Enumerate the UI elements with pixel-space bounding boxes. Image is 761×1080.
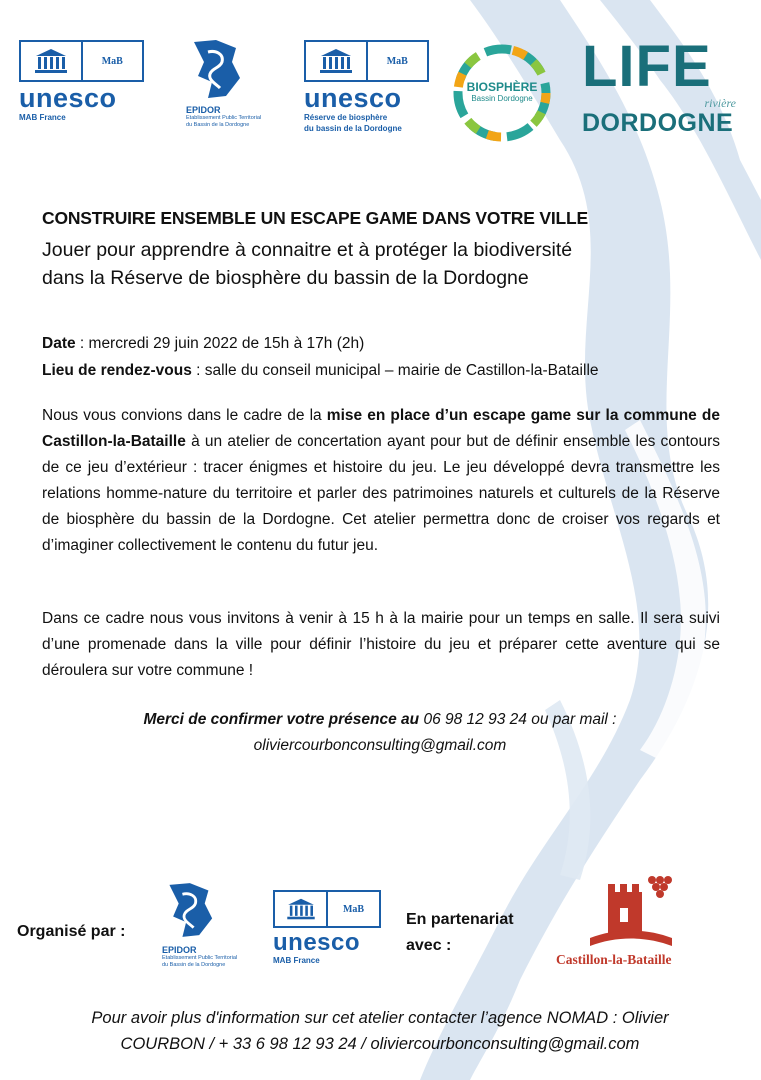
subtitle: Jouer pour apprendre à connaitre et à protéger la biodiversité dans la Réserve de biosphère du bassin de la Dordogne [42, 239, 573, 289]
partnership-label: En partenariat avec : [406, 911, 514, 954]
unesco-mab-france-logo [19, 40, 144, 123]
unesco-temple-icon [21, 42, 81, 80]
unesco-wordmark: unesco [19, 83, 117, 113]
castle-grapes-icon [586, 872, 676, 952]
organised-by-label: Organisé par : [17, 923, 126, 940]
unesco-reserve-biosphere-logo [304, 40, 429, 134]
epidor-figure-icon [162, 880, 214, 940]
unesco-wordmark: unesco [304, 83, 402, 113]
invitation-paragraph: Nous vous convions dans le cadre de la mise en place d’un escape game sur la commune de Castillon-la-Bataille à un atelier de concertation ayant pour but de définir ensemble les contours de ce jeu d’extérieur : tracer énigmes et histoire du jeu. Le jeu développé devra transmettre les relations homme-nature du territoire et parler des patrimoines naturels et culturels de la Réserve de biosphère du bassin de la Dordogne. Cet atelier permettra donc de croiser vos regards et d’imaginer collectivement le contenu du futur jeu. [42, 407, 720, 554]
epidor-logo-bottom: EPIDOR Etablissement Public Territorial du Bassin de la Dordogne [162, 880, 254, 969]
event-details [42, 330, 732, 384]
mab-icon: MaB [366, 42, 428, 80]
unesco-subtitle-2: du bassin de la Dordogne [304, 124, 402, 133]
epidor-figure-icon [186, 38, 242, 100]
rsvp-email-link[interactable]: oliviercourbonconsulting@gmail.com [253, 737, 507, 754]
unesco-subtitle: MAB France [19, 113, 66, 122]
life-riviere-dordogne-logo: LIFE rivière DORDOGNE [582, 34, 736, 137]
mab-icon: MaB [81, 42, 143, 80]
unesco-subtitle: Réserve de biosphère [304, 113, 388, 122]
program-paragraph: Dans ce cadre nous vous invitons à venir à 15 h à la mairie pour un temps en salle. Il sera suivi d’une promenade dans la ville pour définir l’histoire du jeu et préparer cette aventure qui se déroulera sur votre commune ! [42, 610, 720, 679]
epidor-logo: EPIDOR Etablissement Public Territorial du Bassin de la Dordogne [186, 38, 272, 129]
castillon-la-bataille-logo: Castillon-la-Bataille [556, 872, 716, 968]
unesco-temple-icon [306, 42, 366, 80]
unesco-wordmark: unesco [273, 929, 361, 956]
page-title: CONSTRUIRE ENSEMBLE UN ESCAPE GAME DANS VOTRE VILLE [42, 208, 588, 228]
rsvp-notice: Merci de confirmer votre présence au 06 98 12 93 24 ou par mail : oliviercourbonconsulting@gmail.com [40, 707, 720, 759]
date-line: Date : mercredi 29 juin 2022 de 15h à 17h (2h) [42, 335, 365, 352]
biosphere-bassin-dordogne-logo: BIOSPHÈRE Bassin Dordogne [449, 40, 555, 146]
contact-footer: Pour avoir plus d'information sur cet atelier contacter l’agence NOMAD : Olivier COURBON / + 33 6 98 12 93 24 / oliviercourbonconsulting@gmail.com [91, 1009, 669, 1053]
unesco-temple-icon [275, 892, 326, 926]
unesco-mab-france-logo-bottom: MaB unesco MAB France [273, 890, 381, 966]
location-line: Lieu de rendez-vous : salle du conseil municipal – mairie de Castillon-la-Bataille [42, 362, 599, 379]
mab-icon: MaB [326, 892, 379, 926]
